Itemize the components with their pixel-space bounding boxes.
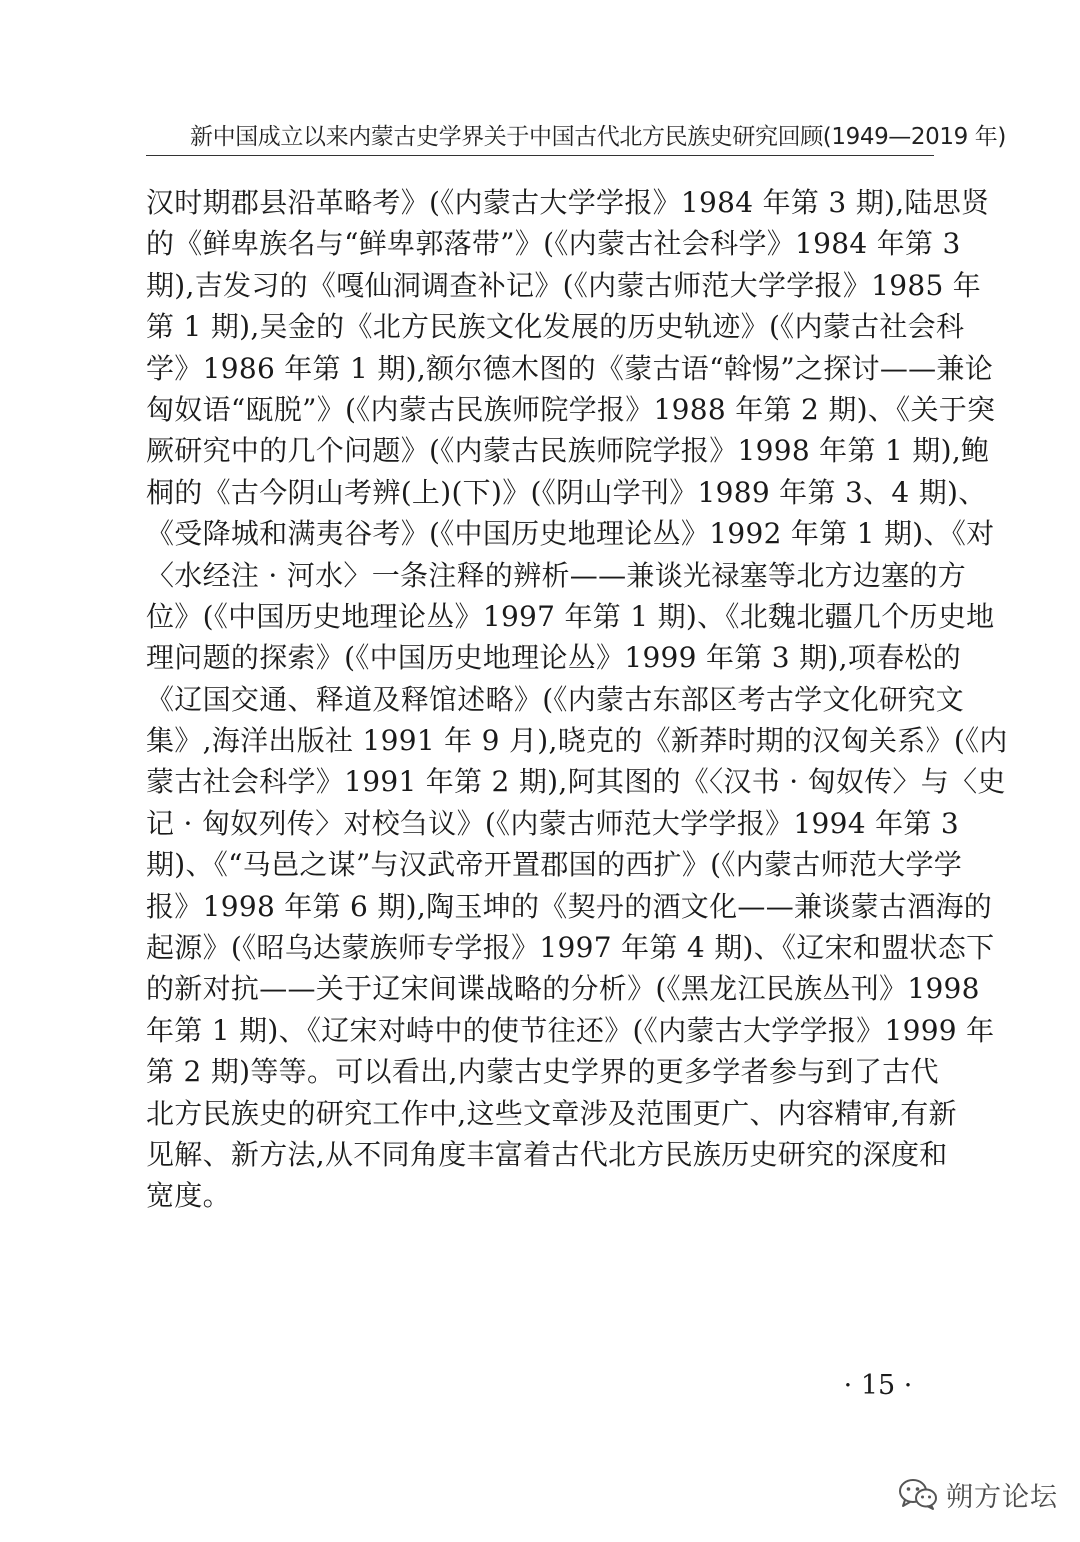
text-line: 汉时期郡县沿革略考》(《内蒙古大学学报》1984 年第 3 期),陆思贤: [146, 186, 990, 219]
text-line: 报》1998 年第 6 期),陶玉坤的《契丹的酒文化——兼谈蒙古酒海的: [146, 889, 993, 923]
text-line: 的新对抗——关于辽宋间谍战略的分析》(《黑龙江民族丛刊》1998: [146, 972, 980, 1006]
text-line: 记 · 匈奴列传〉对校刍议》(《内蒙古师范大学学报》1994 年第 3: [146, 806, 960, 840]
text-line: 起源》(《昭乌达蒙族师专学报》1997 年第 4 期)、《辽宋和盟状态下: [146, 931, 995, 965]
watermark-text: 朔方论坛: [946, 1481, 1058, 1513]
text-line: 集》,海洋出版社 1991 年 9 月),晓克的《新莽时期的汉匈关系》(《内: [146, 724, 1008, 758]
text-line: 北方民族史的研究工作中,这些文章涉及范围更广、内容精审,有新: [146, 1096, 957, 1130]
text-line: 蒙古社会科学》1991 年第 2 期),阿其图的《〈汉书 · 匈奴传〉与〈史: [146, 765, 1006, 799]
text-line: 理问题的探索》(《中国历史地理论丛》1999 年第 3 期),项春松的: [146, 641, 962, 675]
text-line-last: 宽度。: [146, 1179, 231, 1213]
text-line: 《受降城和满夷谷考》(《中国历史地理论丛》1992 年第 1 期)、《对: [146, 517, 995, 551]
text-line: 期),吉发习的《嘎仙洞调查补记》(《内蒙古师范大学学报》1985 年: [146, 268, 982, 302]
text-line: 第 2 期)等等。可以看出,内蒙古史学界的更多学者参与到了古代: [146, 1055, 939, 1089]
text-line: 匈奴语“瓯脱”》(《内蒙古民族师院学报》1988 年第 2 期)、《关于突: [146, 392, 996, 426]
text-line: 期)、《“马邑之谋”与汉武帝开置郡国的西扩》(《内蒙古师范大学学: [146, 848, 963, 882]
text-line: 见解、新方法,从不同角度丰富着古代北方民族历史研究的深度和: [146, 1137, 948, 1171]
running-header: 新中国成立以来内蒙古史学界关于中国古代北方民族史研究回顾(1949—2019 年): [190, 124, 1006, 150]
text-line: 《辽国交通、释道及释馆述略》(《内蒙古东部区考古学文化研究文: [146, 682, 964, 716]
body-text: [146, 182, 1008, 1217]
text-line: 厥研究中的几个问题》(《内蒙古民族师院学报》1998 年第 1 期),鲍: [146, 434, 990, 468]
text-line: 的《鲜卑族名与“鲜卑郭落带”》(《内蒙古社会科学》1984 年第 3: [146, 227, 961, 261]
header-rule: [146, 155, 934, 156]
text-line: 〈水经注 · 河水〉一条注释的辨析——兼谈光禄塞等北方边塞的方: [146, 558, 967, 592]
text-line: 年第 1 期)、《辽宋对峙中的使节往还》(《内蒙古大学学报》1999 年: [146, 1013, 995, 1047]
page-number: · 15 ·: [843, 1370, 913, 1401]
text-line: 桐的《古今阴山考辨(上)(下)》(《阴山学刊》1989 年第 3、4 期)、: [146, 475, 987, 509]
watermark: [898, 1472, 1058, 1516]
text-line: 位》(《中国历史地理论丛》1997 年第 1 期)、《北魏北疆几个历史地: [146, 599, 995, 633]
text-line: 学》1986 年第 1 期),额尔德木图的《蒙古语“斡惕”之探讨——兼论: [146, 351, 994, 385]
wechat-icon: [898, 1477, 938, 1511]
text-line: 第 1 期),吴金的《北方民族文化发展的历史轨迹》(《内蒙古社会科: [146, 310, 965, 344]
